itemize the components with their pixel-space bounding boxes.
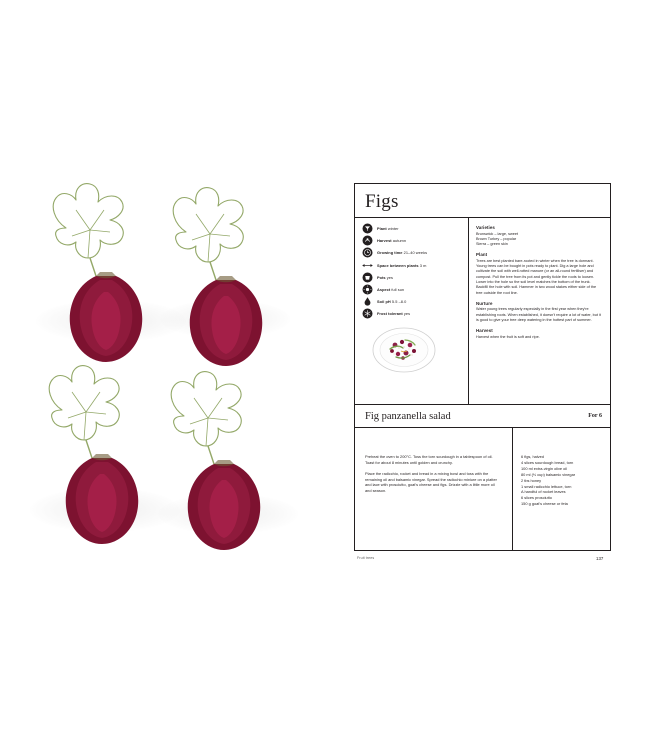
ingredient-item: 100 ml extra-virgin olive oil xyxy=(521,465,568,471)
ingredient-item: 6 slices prosciutto xyxy=(521,495,552,501)
fig-illustration-item xyxy=(168,184,303,374)
salad-plate-illustration xyxy=(368,323,463,380)
spec-list xyxy=(355,218,469,404)
clock-icon xyxy=(362,247,373,258)
section-heading: Plant xyxy=(476,252,488,258)
fig-illustration-item xyxy=(44,362,179,552)
ingredient-item: 80 ml (⅓ cup) balsamic vinegar xyxy=(521,471,576,477)
section-varieties xyxy=(476,225,603,247)
spec-row xyxy=(362,225,463,234)
spec-row xyxy=(362,286,463,295)
variety-item: Brunswick – large, sweet xyxy=(476,231,518,236)
soil-icon xyxy=(362,296,373,307)
spec-value: yes xyxy=(403,311,411,317)
section-nurture xyxy=(476,301,603,323)
spacing-icon xyxy=(362,260,373,271)
spec-value: winter xyxy=(387,226,399,231)
recipe-method xyxy=(355,428,513,550)
harvest-icon xyxy=(362,235,373,246)
section-body: Trees are best planted bare-rooted in winter when the tree is dormant. Young trees can be bought in pots ready to plant. Dig a large hole and cultivate the soil with well-rotted manure (or an all-round fertiliser) and compost. Pull the tree from its pot and gently tickle the roots to loosen. Lower into the hole so the soil level matches the bottom of the trunk. Backfill the hole with soil. Hammer in two wood stakes either side of the tree outside the root line. xyxy=(476,258,597,295)
section-harvest xyxy=(476,328,603,340)
plant-icon xyxy=(362,223,373,234)
spec-value: 5.5 –8.0 xyxy=(391,299,407,305)
frost-icon xyxy=(362,308,373,319)
recipe-header xyxy=(355,405,610,428)
spec-value: full sun xyxy=(391,286,405,292)
plant-profile-card xyxy=(354,183,611,551)
spec-label: Aspect xyxy=(377,286,391,292)
ingredient-item: 1 small radicchio lettuce, torn xyxy=(521,483,572,489)
recipe-ingredients xyxy=(513,428,610,550)
recipe-serves: For 6 xyxy=(588,413,602,419)
spec-row xyxy=(362,237,463,246)
info-sections xyxy=(469,218,610,404)
info-band xyxy=(355,218,610,405)
ingredient-item: 2 tbs honey xyxy=(521,477,542,483)
fig-illustration xyxy=(40,180,310,550)
ingredient-item: 4 slices sourdough bread, torn xyxy=(521,459,574,465)
spec-value: autumn xyxy=(392,238,407,244)
spec-row xyxy=(362,298,463,307)
spec-value: yes xyxy=(386,274,393,280)
spec-label: Frost tolerant xyxy=(377,311,403,317)
spec-row xyxy=(362,262,463,271)
recipe-title: Fig panzanella salad xyxy=(365,410,451,422)
page-number: 137 xyxy=(596,556,604,561)
spec-value: 3 m xyxy=(419,262,427,268)
ingredient-item: A handful of rocket leaves xyxy=(521,489,566,495)
spec-label: Harvest xyxy=(377,238,392,244)
spec-label: Soil pH xyxy=(377,299,391,305)
ingredient-item: 150 g goat's cheese or feta xyxy=(521,501,568,507)
spec-row xyxy=(362,249,463,258)
recipe-body xyxy=(355,428,610,550)
method-step: Preheat the oven to 200°C. Toss the torn sourdough in a tablespoon of oil. Toast for about 8 minutes until golden and crunchy. xyxy=(365,454,493,465)
spec-row xyxy=(362,274,463,283)
section-heading: Harvest xyxy=(476,328,493,334)
spec-label: Plant xyxy=(377,226,387,231)
page-title: Figs xyxy=(365,191,399,212)
section-heading: Varieties xyxy=(476,225,495,230)
spec-value: 21–40 weeks xyxy=(403,250,428,256)
spec-label: Space between plants xyxy=(377,262,419,268)
spec-row xyxy=(362,310,463,319)
fig-illustration-item xyxy=(166,368,301,558)
section-heading: Nurture xyxy=(476,300,493,306)
pot-icon xyxy=(362,272,373,283)
section-body: Water young trees regularly especially in the first year when they're establishing roots. When established, it doesn't require a lot of water, but it is good to give your tree deep watering in the hottest part of summer. xyxy=(476,307,601,323)
footer-note: Fruit trees xyxy=(357,556,375,560)
section-plant xyxy=(476,252,603,296)
method-step: Place the radicchio, rocket and bread in a mixing bowl and toss with the remaining oil and balsamic vinegar. Spread the radicchio mixture on a platter and lace with prosciutto, goat's cheese and figs. Drizzle with a little more oil and season. xyxy=(365,471,497,493)
sun-icon xyxy=(362,284,373,295)
ingredient-item: 6 figs, halved xyxy=(521,454,544,459)
page-title-band xyxy=(355,184,610,218)
fig-illustration-item xyxy=(48,180,183,370)
section-body: Harvest when the fruit is soft and ripe. xyxy=(476,334,540,339)
spec-label: Growing time xyxy=(377,250,403,256)
variety-item: Brown Turkey – popular xyxy=(476,236,517,241)
variety-item: Sierra – green skin xyxy=(476,242,508,247)
variety-list xyxy=(476,232,603,248)
spec-label: Pots xyxy=(377,274,386,280)
